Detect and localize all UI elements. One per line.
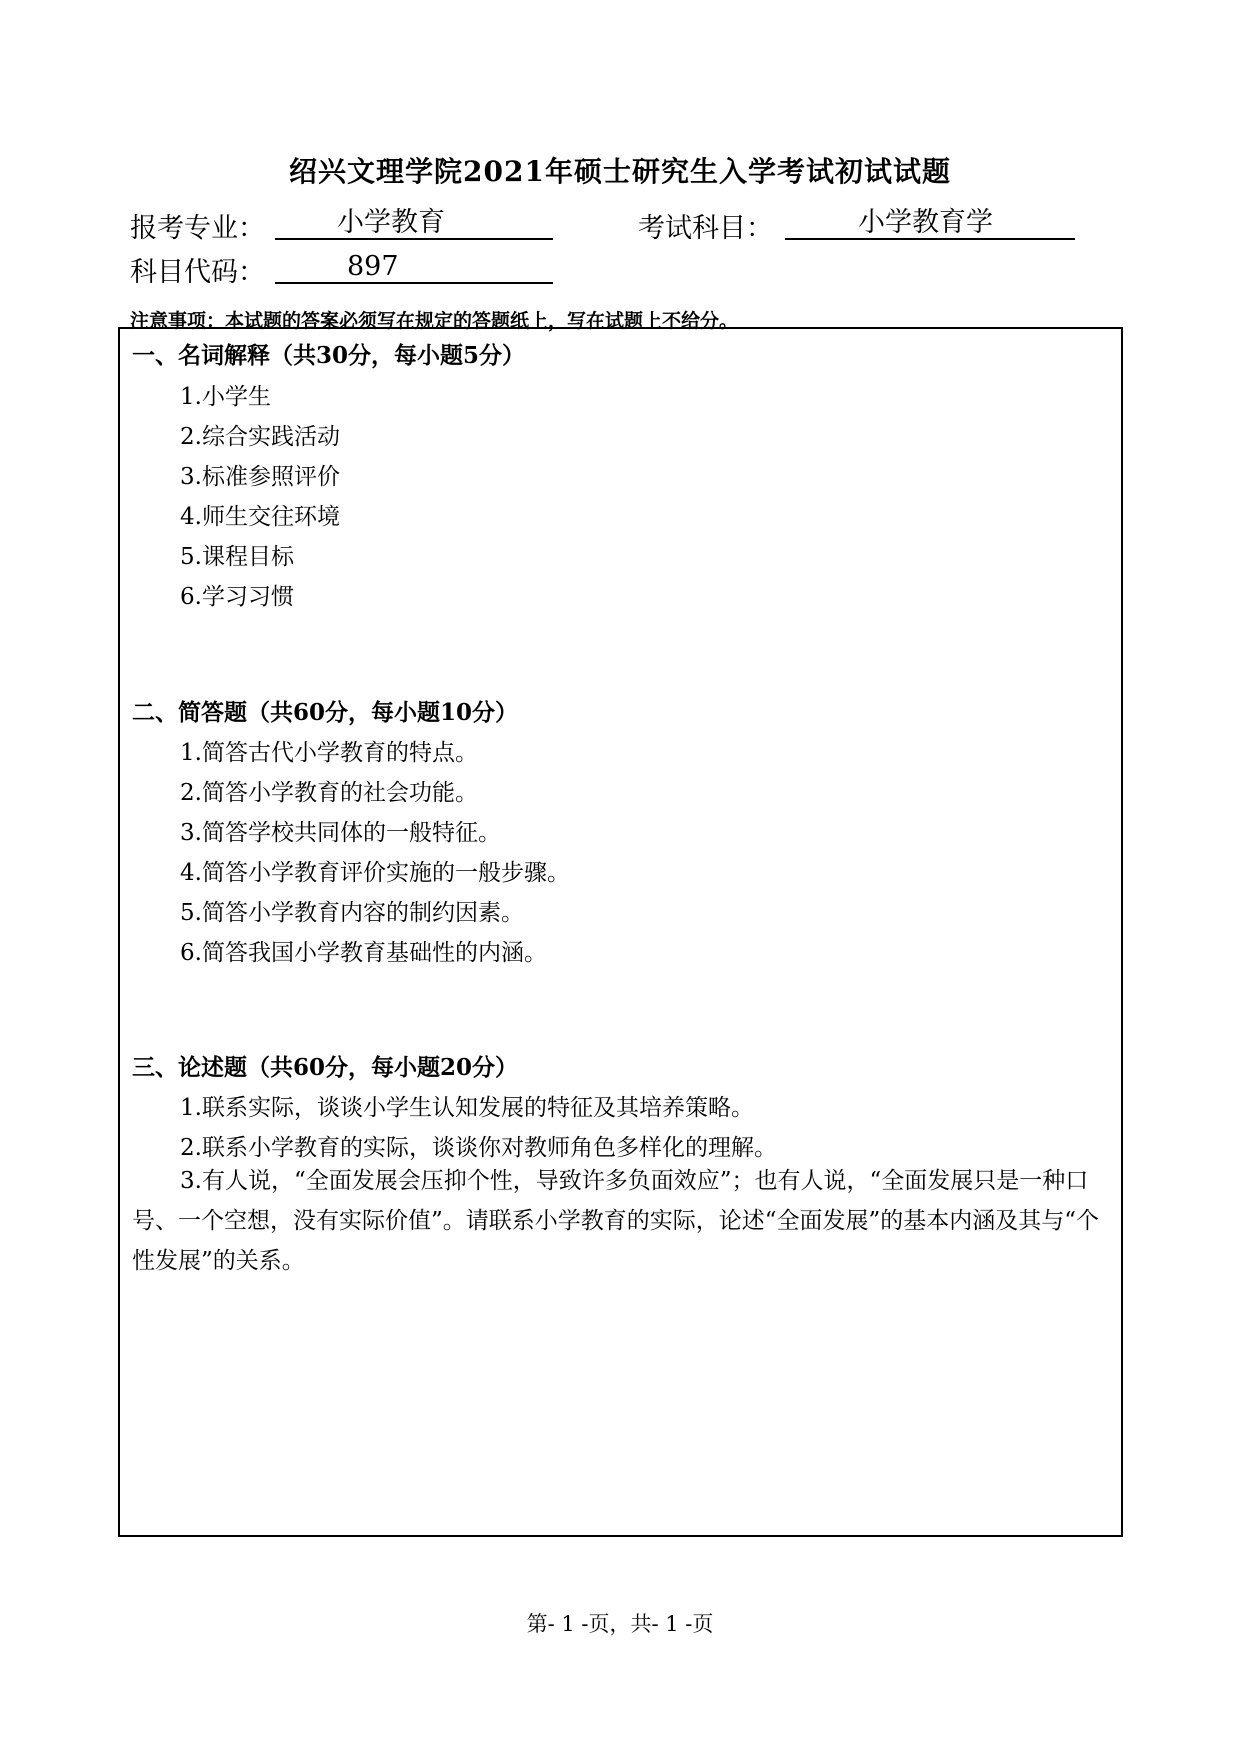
section-heading: 一、名词解释（共30分，每小题5分） [132, 342, 526, 369]
list-item: 5.课程目标 [180, 544, 294, 570]
list-item: 3.简答学校共同体的一般特征。 [180, 820, 501, 846]
list-item: 2.简答小学教育的社会功能。 [180, 780, 478, 806]
section-heading: 二、简答题（共60分，每小题10分） [132, 699, 519, 726]
list-item: 1.简答古代小学教育的特点。 [180, 740, 478, 766]
page-footer: 第- 1 -页，共- 1 -页 [526, 1612, 714, 1636]
list-item: 1.小学生 [180, 384, 271, 410]
list-item: 6.学习习惯 [180, 584, 294, 610]
subject-value: 小学教育学 [785, 206, 1075, 240]
list-item: 1.联系实际，谈谈小学生认知发展的特征及其培养策略。 [180, 1095, 754, 1121]
exam-title: 绍兴文理学院2021年硕士研究生入学考试初试试题 [289, 155, 951, 188]
list-item: 6.简答我国小学教育基础性的内涵。 [180, 940, 547, 966]
section-heading: 三、论述题（共60分，每小题20分） [132, 1054, 519, 1081]
list-item: 4.简答小学教育评价实施的一般步骤。 [180, 860, 570, 886]
list-item: 3.标准参照评价 [180, 464, 340, 490]
list-item: 3.有人说，“全面发展会压抑个性，导致许多负面效应”；也有人说，“全面发展只是一种口号、一个空想，没有实际价值”。请联系小学教育的实际，论述“全面发展”的基本内涵及其与“个性发展”的关系。 [132, 1168, 1100, 1274]
code-value: 897 [275, 250, 553, 284]
list-item: 5.简答小学教育内容的制约因素。 [180, 900, 524, 926]
notice-text: 注意事项：本试题的答案必须写在规定的答题纸上，写在试题上不给分。 [130, 310, 739, 332]
major-value: 小学教育 [275, 206, 553, 240]
major-label: 报考专业： [130, 213, 265, 244]
subject-label: 考试科目： [638, 213, 773, 244]
code-label: 科目代码： [130, 257, 265, 288]
list-item: 2.综合实践活动 [180, 424, 340, 450]
question-box [118, 327, 1123, 1537]
list-item: 2.联系小学教育的实际，谈谈你对教师角色多样化的理解。 [180, 1135, 777, 1161]
list-item: 4.师生交往环境 [180, 504, 340, 530]
